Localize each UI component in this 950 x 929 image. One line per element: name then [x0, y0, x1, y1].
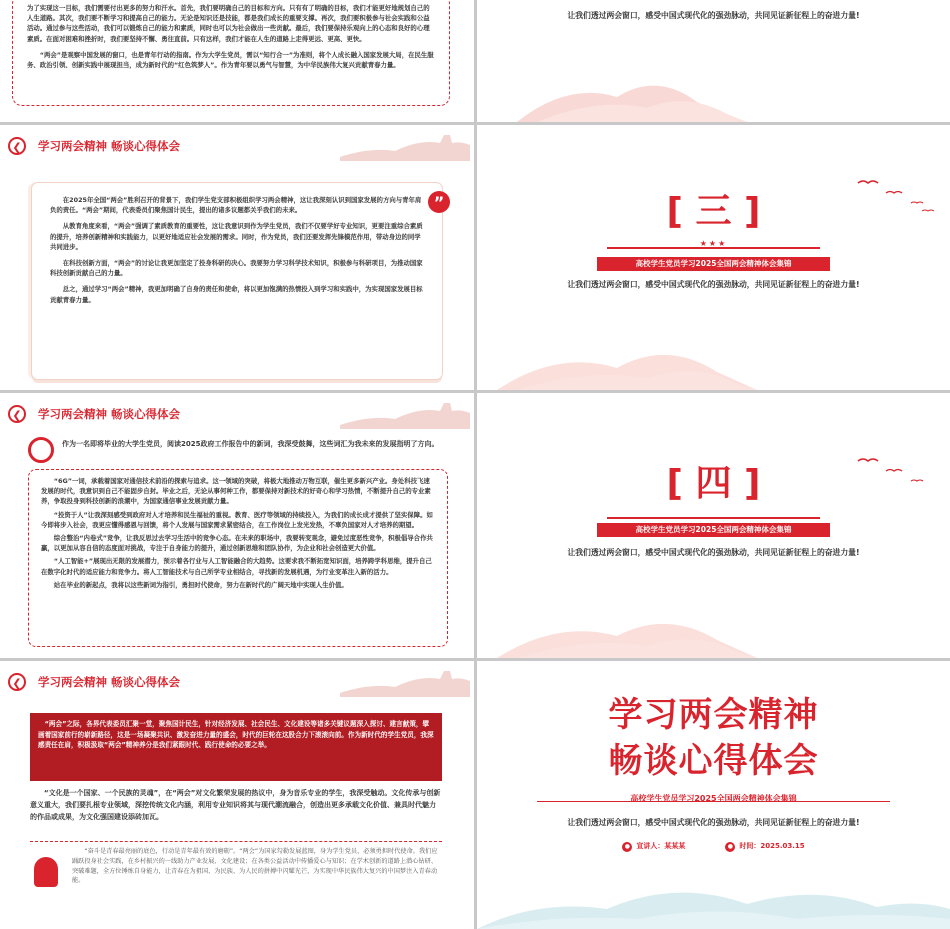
paragraph: “两会”之际，各界代表委员汇聚一堂，聚焦国计民生，针对经济发展、社会民生、文化建设等诸多关键议题深入探讨、建言献策，擘画着国家前行的崭新路径，这是一场凝聚共识、激发奋进力量的盛会，时代的巨轮在这股合力下滚滚向前。作为新时代的学生党员，我深感责任在肩，积极汲取“两会”精神养分是我们紧跟时代、践行使命的必要之举。	[38, 720, 434, 749]
hills-decoration	[477, 310, 950, 390]
paragraph: 综合整治“内卷式”竞争，让我反思过去学习生活中的竞争心态。在未来的职场中，我要转变观念，避免过度恶性竞争，积极倡导合作共赢，以更加从容自信的态度面对挑战，专注于自身能力的提升，通过创新思维和团队协作，为企业和社会创造更大价值。	[41, 534, 433, 553]
tagline: 让我们透过两会窗口，感受中国式现代化的强劲脉动，共同见证新征程上的奋进力量!	[567, 280, 860, 289]
person-icon	[34, 857, 58, 887]
back-arrow-icon: ❮	[8, 137, 26, 155]
slide-text-continued	[0, 0, 474, 122]
hills-decoration	[477, 578, 950, 658]
intro-text: 作为一名即将毕业的大学生党员，阅读2025政府工作报告中的新词，我深受鼓舞，这些词汇为我未来的发展指明了方向。	[62, 440, 439, 448]
dashed-text-box	[28, 469, 448, 647]
highlight-red-block	[30, 713, 442, 781]
main-title-line2: 畅谈心得体会	[608, 741, 819, 781]
paragraph: “奋斗是青春最亮丽的底色，行动是青年最有效的磨砺”。“两会”为国家勾勒发展蓝图，身为学生党员，必须勇担时代使命。我们应踊跃投身社会实践，在乡村振兴的一线助力产业发展、文化建设；在各类公益活动中传播爱心与知识；在学术创新的道路上潜心钻研、突破难题，全方位锤炼自身能力，让青春在为祖国、为民族、为人民的拼搏中闪耀光芒，为实现中华民族伟大复兴的中国梦注入青春动能。	[72, 848, 438, 885]
clock-icon: ●	[725, 842, 735, 852]
paragraph: 站在毕业的新起点，我将以这些新词为指引，勇担时代使命，努力在新时代的广阔天地中实现人生价值。	[53, 580, 348, 589]
subtitle: 高校学生党员学习2025全国两会精神体会集锦	[630, 794, 797, 803]
subtitle-bar: 高校学生党员学习2025全国两会精神体会集锦	[597, 257, 830, 271]
hills-decoration	[477, 859, 950, 929]
paragraph: 总之，通过学习“两会”精神，我更加明确了自身的责任和使命，将以更加饱满的热情投入到学习和实践中，为实现国家发展目标贡献青春力量。	[50, 285, 423, 304]
star-decoration: ★★★	[699, 239, 728, 248]
hills-decoration	[477, 42, 950, 122]
great-wall-icon	[340, 129, 470, 161]
dashed-divider	[30, 841, 442, 844]
tagline: 让我们透过两会窗口，感受中国式现代化的强劲脉动，共同见证新征程上的奋进力量!	[567, 818, 860, 827]
quote-text-box	[32, 183, 445, 379]
tagline: 让我们透过两会窗口，感受中国式现代化的强劲脉动，共同见证新征程上的奋进力量!	[567, 548, 860, 557]
back-arrow-icon: ❮	[8, 405, 26, 423]
slide-study-reflection	[0, 125, 474, 390]
back-arrow-icon: ❮	[8, 673, 26, 691]
paragraph: “投资于人”让我深刻感受到政府对人才培养和民生福祉的重视。教育、医疗等领域的持续投入，为我们的成长成才提供了坚实保障。如今即将步入社会，我更应懂得感恩与回馈，将个人发展与国家需求紧密结合，在工作岗位上发光发热，不辜负国家对人才培养的期望。	[41, 510, 433, 529]
slide-title: 学习两会精神 畅谈心得体会	[38, 139, 181, 153]
person-icon: ●	[622, 842, 632, 852]
presenter: ● 宣讲人：某某某	[622, 841, 685, 852]
slide-section-3	[477, 125, 950, 390]
great-wall-icon	[340, 397, 470, 429]
subtitle-bar: 高校学生党员学习2025全国两会精神体会集锦	[597, 523, 830, 537]
slide-cover-end	[477, 661, 950, 929]
great-wall-icon	[340, 665, 470, 697]
paragraph: 在2025年全国“两会”胜利召开的背景下，我们学生党支部积极组织学习两会精神，这让我深刻认识到国家发展的方向与青年肩负的责任。“两会”期间，代表委员们聚焦国计民生，提出的诸多议题都关乎我们的未来。	[50, 196, 422, 215]
slide-section-4	[477, 393, 950, 658]
paragraph: “6G”一词，承载着国家对通信技术前沿的探索与追求。这一领域的突破，将极大地推动万物互联，催生更多新兴产业。身处科技飞速发展的时代，我意识到自己不能固步自封。毕业之后，无论从事何种工作，都要保持对新技术的好奇心和学习热情，不断提升自己的专业素养，争取投身到科技创新的浪潮中，为国家通信事业发展贡献力量。	[41, 477, 431, 506]
slide-section-tail	[477, 0, 950, 122]
date: ● 时间：2025.03.15	[725, 841, 804, 852]
slide-title: 学习两会精神 畅谈心得体会	[38, 407, 181, 421]
divider-line	[607, 517, 820, 519]
paragraph: 在科技创新方面，“两会”的讨论让我更加坚定了投身科研的决心。我要努力学习科学技术知识，积极参与科研项目，为推动国家科技创新贡献自己的力量。	[50, 259, 423, 278]
slide-culture-reflection	[0, 661, 474, 929]
slide-new-words-reflection	[0, 393, 474, 658]
slide-header	[8, 403, 180, 425]
mind-icon	[28, 437, 54, 463]
dashed-text-box	[12, 0, 450, 106]
main-title-line1: 学习两会精神	[608, 695, 819, 735]
paragraph: 为了实现这一目标，我们需要付出更多的努力和汗水。首先，我们要明确自己的目标和方向。只有有了明确的目标，我们才能更好地规划自己的人生道路。其次，我们要不断学习和提高自己的能力。无论是知识还是技能，都是我们成长的重要支撑。再次，我们要积极参与社会实践和公益活动。通过参与这些活动，我们可以锻炼自己的能力和素质，同时也可以为社会做出一些贡献。最后，我们要保持乐观向上的心态和良好的心理素质。在面对困难和挫折时，我们要坚持不懈、勇往直前。只有这样，我们才能在人生的道路上走得更远、更高、更快。	[27, 4, 430, 43]
slide-header	[8, 671, 180, 693]
meta-row	[477, 841, 950, 852]
section-number: [ 三 ]	[666, 191, 761, 232]
slide-header	[8, 135, 180, 157]
quote-icon: ”	[428, 191, 450, 213]
paragraph: 从教育角度来看，“两会”强调了素质教育的重要性，这让我意识到作为学生党员，我们不仅要学好专业知识，更要注重综合素质的提升，培养创新精神和实践能力，以更好地适应社会发展的需求。同时，作为党员，我们还要发挥先锋模范作用，带动身边的同学共同进步。	[50, 222, 423, 251]
paragraph: “两会”是观察中国发展的窗口，也是青年行动的指南。作为大学生党员，需以“知行合一”为准则，将个人成长融入国家发展大局，在民生服务、政治引领、创新实践中展现担当，成为新时代的“红色筑梦人”。作为青年要以勇气与智慧，为中华民族伟大复兴贡献青春力量。	[27, 50, 434, 70]
section-number: [ 四 ]	[666, 463, 761, 504]
paragraph: “人工智能+”展现出无限的发展潜力，预示着各行业与人工智能融合的大趋势。这要求我不断拓宽知识面，培养跨学科思维，提升自己在数字化时代的适应能力和竞争力。将人工智能技术与自己所学专业相结合，寻找新的发展机遇，为行业变革注入新的活力。	[41, 557, 432, 576]
tagline: 让我们透过两会窗口，感受中国式现代化的强劲脉动，共同见证新征程上的奋进力量!	[567, 11, 860, 20]
paragraph: “文化是一个国家、一个民族的灵魂”，在“两会”对文化繁荣发展的热议中，身为音乐专业的学生，我深受触动。文化传承与创新意义重大，我们要扎根专业领域，深挖传统文化内涵，利用专业知识将其与现代潮流融合，创造出更多承载文化价值、兼具时代魅力的作品或成果，为文化强国建设添砖加瓦。	[30, 789, 441, 821]
slide-title: 学习两会精神 畅谈心得体会	[38, 675, 181, 689]
